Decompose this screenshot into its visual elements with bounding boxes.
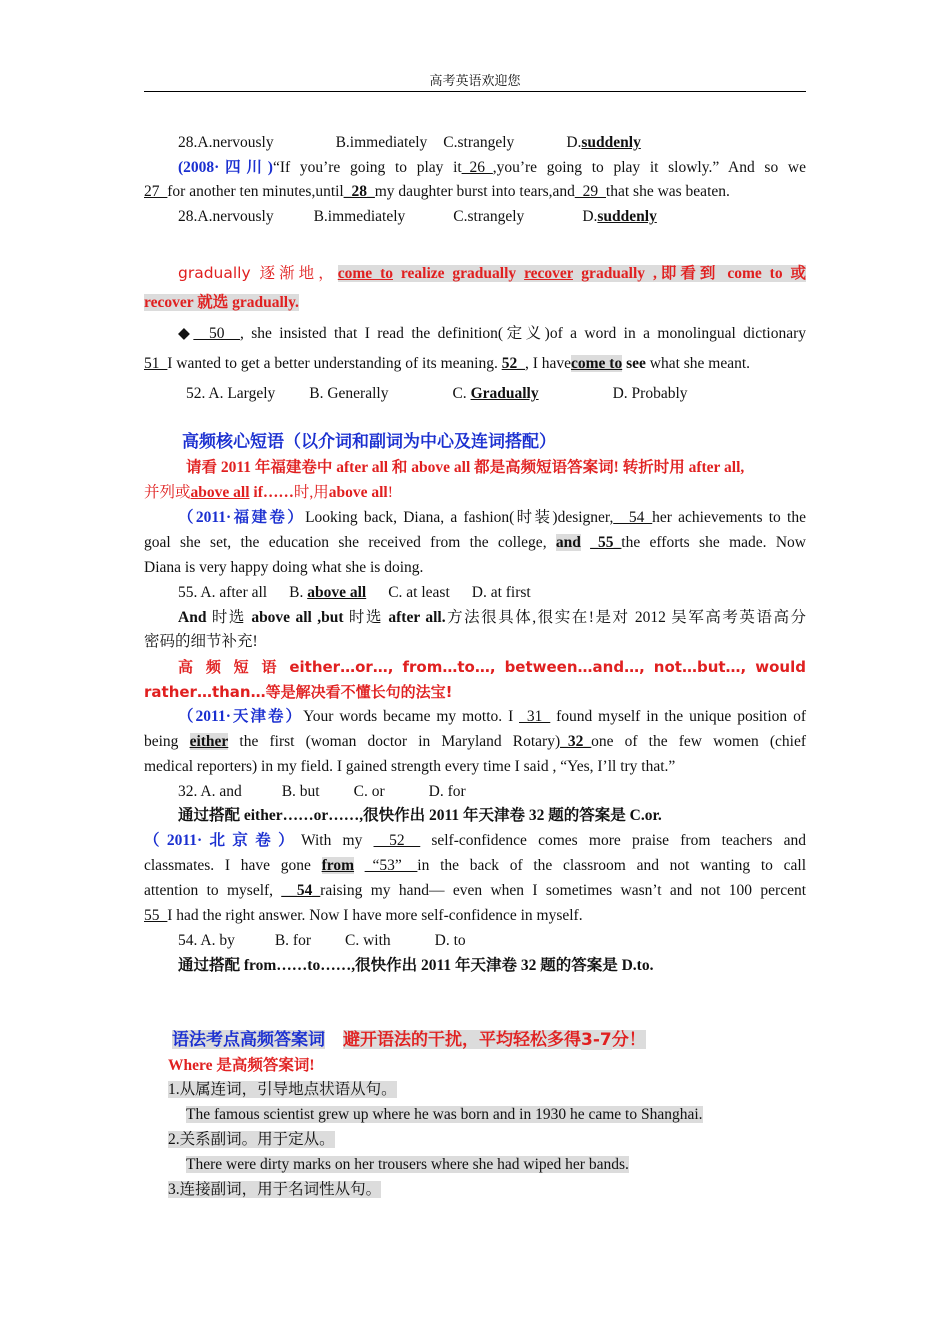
passage-line bbox=[144, 533, 806, 553]
source-label: （2011·福建卷） bbox=[178, 509, 306, 526]
blank-50: __50__ bbox=[193, 325, 240, 342]
text: Looking back, Diana, a fashion(时装)designer, bbox=[305, 509, 614, 526]
text: after all, bbox=[688, 459, 745, 476]
text: from bbox=[321, 857, 355, 874]
text: , I have bbox=[524, 355, 571, 372]
source-label: （2011·天津卷） bbox=[178, 708, 304, 725]
text: and bbox=[555, 534, 581, 551]
text: found myself in the unique position of bbox=[556, 708, 806, 725]
option-a: 28.A.nervously bbox=[178, 134, 274, 151]
passage-line bbox=[144, 881, 806, 901]
option-d: D. bbox=[582, 208, 598, 225]
passage-line: Diana is very happy doing what she is doing. bbox=[144, 559, 424, 576]
text: gradually 逐渐地， bbox=[178, 264, 338, 282]
option-a: 28.A.nervously bbox=[178, 208, 274, 225]
text: 避开语法的干扰，平均轻松多得 bbox=[343, 1030, 581, 1049]
option-d: D. for bbox=[428, 783, 466, 800]
option-a: 55. A. after all bbox=[178, 584, 268, 601]
section-heading bbox=[144, 1030, 834, 1050]
tip-line: Where 是高频答案词! bbox=[168, 1057, 315, 1074]
options-line bbox=[144, 931, 806, 951]
text: goal she set, the education she received from the college, bbox=[144, 534, 547, 551]
option-c: C.strangely bbox=[453, 208, 525, 225]
option-c: C. at least bbox=[388, 584, 450, 601]
options-line bbox=[144, 583, 806, 603]
option-b: B. for bbox=[274, 932, 312, 949]
text: above all ,but bbox=[251, 609, 344, 626]
text: after all. bbox=[388, 609, 446, 626]
option-a: 52. A. Largely bbox=[186, 385, 276, 402]
passage-line: medical reporters) in my field. I gained strength every time I said , “Yes, I’ll try that.” bbox=[144, 758, 676, 775]
passage-line bbox=[144, 354, 806, 374]
text: 分！ bbox=[611, 1030, 646, 1049]
text: 1.从属连词，引导地点状语从句。 bbox=[168, 1081, 397, 1098]
passage-line bbox=[144, 906, 806, 926]
option-b: B. Generally bbox=[309, 385, 389, 402]
option-d: D. Probably bbox=[612, 385, 688, 402]
section-heading: 高频核心短语（以介词和副词为中心及连词搭配） bbox=[182, 432, 556, 451]
options-line bbox=[144, 384, 848, 404]
text: attention to myself, bbox=[144, 882, 274, 899]
blank-29: _29_ bbox=[574, 183, 606, 200]
tip-line: 通过搭配 either……or……,很快作出 2011 年天津卷 32 题的答案是 C.or. bbox=[178, 807, 662, 824]
text: ,you’re going to play it slowly.” And so we bbox=[492, 159, 806, 176]
option-b: B.immediately bbox=[313, 208, 406, 225]
text: 请看 2011 年福建卷中 after all 和 above all 都是高频短语答案词! 转折时用 bbox=[186, 459, 685, 476]
option-b-answer: above all bbox=[307, 584, 367, 601]
text: the first (woman doctor in Maryland Rotary) bbox=[239, 733, 561, 750]
option-a: 32. A. and bbox=[178, 783, 242, 800]
blank-32: _32_ bbox=[560, 733, 592, 750]
text: her achievements to the bbox=[652, 509, 806, 526]
tip-line bbox=[144, 293, 806, 313]
passage-line bbox=[144, 707, 806, 727]
text: 2.关系副词。用于定从。 bbox=[168, 1131, 335, 1148]
text: raising my hand— even when I sometimes wasn’t and not 100 percent bbox=[320, 882, 807, 899]
text: 语法考点高频答案词 bbox=[172, 1030, 325, 1049]
blank-55: 55_ bbox=[144, 907, 168, 924]
text: in the back of the classroom and not wanting to call bbox=[417, 857, 807, 874]
passage-line bbox=[144, 324, 806, 344]
blank-52: __52__ bbox=[373, 832, 421, 849]
option-d: D. bbox=[566, 134, 582, 151]
text: realize gradually bbox=[393, 265, 525, 282]
text: come to bbox=[337, 265, 393, 282]
tip-line bbox=[144, 263, 806, 284]
text: Your words became my motto. I bbox=[303, 708, 514, 725]
tip-line bbox=[144, 608, 806, 628]
text: for another ten minutes,until bbox=[167, 183, 344, 200]
option-d-answer: suddenly bbox=[597, 208, 657, 225]
text: my daughter burst into tears,and bbox=[374, 183, 575, 200]
text: There were dirty marks on her trousers where she had wiped her bands. bbox=[186, 1156, 629, 1173]
options-line bbox=[144, 782, 806, 802]
blank-51: 51_ bbox=[144, 355, 168, 372]
source-label: （2011·北京卷） bbox=[144, 832, 301, 849]
option-b: B. but bbox=[281, 783, 320, 800]
option-d: D. at first bbox=[471, 584, 531, 601]
tip-line: 高 频 短 语 either…or…, from…to…, between…and…, not…but…, would bbox=[178, 658, 806, 676]
passage-line bbox=[144, 158, 806, 178]
text: above all bbox=[328, 484, 388, 501]
text: that she was beaten. bbox=[605, 183, 730, 200]
text: 并列或 bbox=[144, 484, 191, 501]
tip-line: rather…than…等是解决看不懂长句的法宝! bbox=[144, 683, 453, 701]
text: 3.连接副词，用于名词性从句。 bbox=[168, 1181, 382, 1198]
passage-line bbox=[144, 732, 806, 752]
text: what she meant. bbox=[649, 355, 751, 372]
blank-54: __54_ bbox=[281, 882, 321, 899]
blank-55: _55_ bbox=[590, 534, 622, 551]
blank-53: _“53”__ bbox=[364, 857, 418, 874]
tip-line bbox=[144, 483, 806, 503]
tip-line: 通过搭配 from……to……,很快作出 2011 年天津卷 32 题的答案是 D.to. bbox=[178, 957, 654, 974]
text: if…… bbox=[253, 484, 294, 501]
text: come to bbox=[571, 355, 623, 372]
option-c: C. or bbox=[353, 783, 385, 800]
passage-line bbox=[144, 182, 806, 202]
text: the efforts she made. Now bbox=[621, 534, 806, 551]
option-b: B.immediately bbox=[335, 134, 428, 151]
option-d: D. to bbox=[434, 932, 466, 949]
option-c: C. with bbox=[345, 932, 391, 949]
page-header: 高考英语欢迎您 bbox=[144, 70, 806, 92]
option-c: C.strangely bbox=[443, 134, 515, 151]
example-sentence bbox=[144, 1155, 848, 1175]
text: recover bbox=[524, 265, 574, 282]
option-c: C. bbox=[452, 385, 467, 402]
text: 时,用 bbox=[293, 484, 329, 501]
grammar-point bbox=[144, 1130, 830, 1150]
blank-52: 52_ bbox=[501, 355, 525, 372]
text: either bbox=[189, 733, 229, 750]
options-line bbox=[144, 207, 806, 227]
option-d-answer: suddenly bbox=[581, 134, 641, 151]
text: 方法很具体,很实在!是对 2012 吴军高考英语高分 bbox=[445, 609, 806, 626]
blank-27: 27_ bbox=[144, 183, 168, 200]
text: , she insisted that I read the definition(定义)of a word in a monolingual dictionary bbox=[239, 325, 807, 342]
text: 3-7 bbox=[581, 1030, 612, 1050]
passage-line bbox=[144, 508, 806, 528]
option-b: B. bbox=[289, 584, 304, 601]
blank-26: _26_ bbox=[461, 159, 493, 176]
text: being bbox=[144, 733, 179, 750]
text: 时选 bbox=[348, 609, 383, 626]
text: classmates. I have gone bbox=[144, 857, 311, 874]
text: The famous scientist grew up where he was born and in 1930 he came to Shanghai. bbox=[186, 1106, 703, 1123]
blank-28: _28_ bbox=[343, 183, 375, 200]
options-line bbox=[144, 133, 806, 153]
tip-line: 密码的细节补充! bbox=[144, 633, 258, 650]
text: 时选 bbox=[211, 609, 246, 626]
blank-54: __54_ bbox=[613, 509, 653, 526]
text: I had the right answer. Now I have more self-confidence in myself. bbox=[167, 907, 583, 924]
grammar-point bbox=[144, 1080, 830, 1100]
blank-31: _31_ bbox=[519, 708, 551, 725]
option-c-answer: Gradually bbox=[470, 385, 539, 402]
passage-line bbox=[144, 856, 806, 876]
source-label: (2008·四川) bbox=[178, 159, 273, 176]
text: gradually ,即看到 come to 或 bbox=[573, 265, 806, 282]
passage-line bbox=[144, 831, 806, 851]
text: recover 就选 gradually. bbox=[144, 294, 299, 311]
grammar-point bbox=[144, 1180, 830, 1200]
bullet-icon: ◆ bbox=[178, 325, 194, 342]
option-a: 54. A. by bbox=[178, 932, 235, 949]
text: ! bbox=[387, 484, 393, 501]
tip-line bbox=[144, 458, 848, 478]
text: And bbox=[178, 609, 207, 626]
text: above all bbox=[190, 484, 250, 501]
example-sentence bbox=[144, 1105, 848, 1125]
text: see bbox=[626, 355, 646, 372]
text: self-confidence comes more praise from teachers and bbox=[431, 832, 806, 849]
text: “If you’re going to play it bbox=[272, 159, 462, 176]
text: With my bbox=[300, 832, 363, 849]
text: I wanted to get a better understanding of its meaning. bbox=[167, 355, 498, 372]
text: one of the few women (chief bbox=[591, 733, 806, 750]
